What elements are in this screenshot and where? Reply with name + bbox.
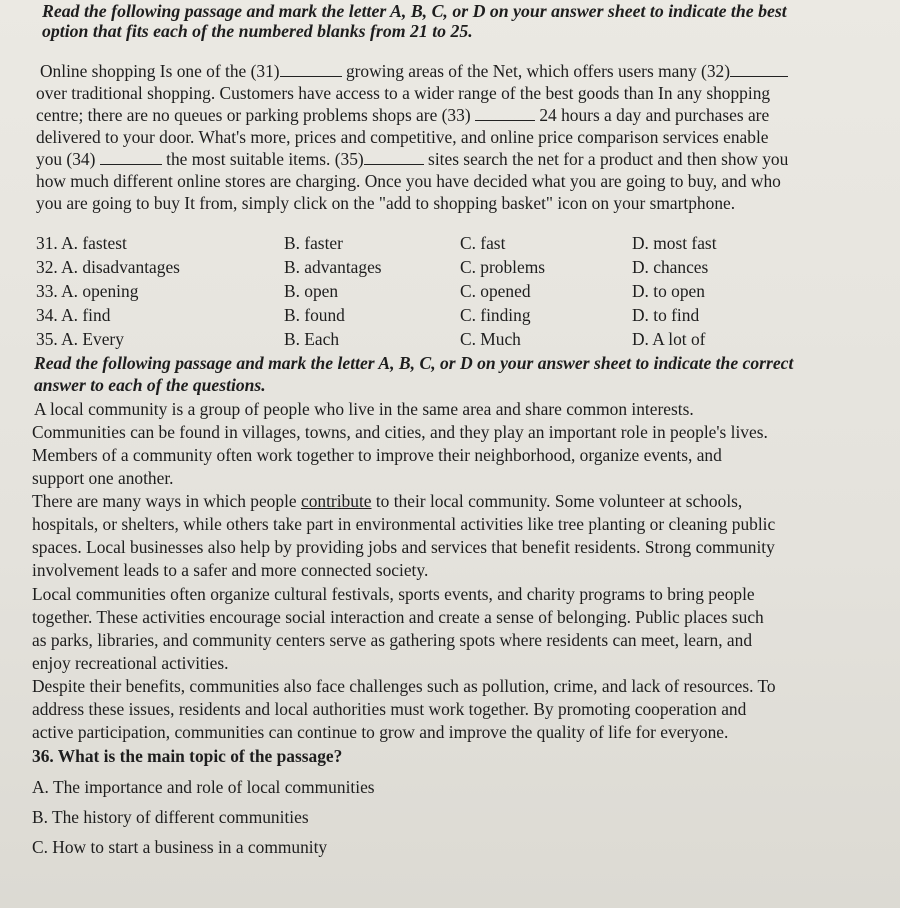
passage2-line3: Members of a community often work together to improve their neighborhood, organize events, and (32, 445, 722, 465)
option-32-b[interactable]: B. advantages (284, 257, 382, 277)
option-31-c[interactable]: C. fast (460, 233, 506, 253)
blank-35[interactable] (364, 148, 424, 165)
option-34-b[interactable]: B. found (284, 305, 345, 325)
blank-33[interactable] (475, 104, 535, 121)
passage2-line5 (32, 490, 742, 512)
passage1-text: Online shopping Is one of the (31) (40, 61, 280, 81)
passage1-line4: delivered to your door. What's more, prices and competitive, and online price comparison services enable (36, 127, 769, 147)
blank-34[interactable] (100, 148, 162, 165)
option-33-b[interactable]: B. open (284, 281, 339, 301)
option-34-d[interactable]: D. to find (632, 305, 700, 325)
section1-instruction-line2: option that fits each of the numbered blanks from 21 to 25. (42, 21, 473, 41)
option-32-a[interactable]: 32. A. disadvantages (36, 257, 180, 277)
section2-instruction-line2: answer to each of the questions. (34, 375, 266, 395)
blank-31[interactable] (280, 60, 342, 77)
passage1-text: growing areas of the Net, which offers users many (32) (345, 61, 731, 81)
option-34-a[interactable]: 34. A. find (36, 305, 111, 325)
option-35-b[interactable]: B. Each (284, 329, 340, 349)
underlined-word-contribute: contribute (300, 491, 372, 511)
passage2-line15: active participation, communities can continue to grow and improve the quality of life for everyone. (32, 722, 729, 742)
option-33-c[interactable]: C. opened (460, 281, 531, 301)
option-35-c[interactable]: C. Much (460, 329, 521, 349)
passage2-text: There are many ways in which people (32, 491, 301, 511)
passage2-line6: hospitals, or shelters, while others take part in environmental activities like tree planting or cleaning public (32, 514, 776, 534)
option-34-c[interactable]: C. finding (460, 305, 531, 325)
passage1-text: the most suitable items. (35) (166, 149, 364, 169)
passage2-line10: together. These activities encourage social interaction and create a sense of belonging. Public places such (32, 607, 764, 627)
question-36-option-c[interactable]: C. How to start a business in a community (32, 837, 328, 857)
passage2-line9: Local communities often organize cultural festivals, sports events, and charity programs to bring people (32, 584, 755, 604)
option-35-a[interactable]: 35. A. Every (36, 329, 124, 349)
question-36-option-b[interactable]: B. The history of different communities (32, 807, 309, 827)
question-36-option-a[interactable]: A. The importance and role of local communities (32, 777, 375, 797)
option-31-d[interactable]: D. most fast (632, 233, 717, 253)
section1-instruction-line1: Read the following passage and mark the letter A, B, C, or D on your answer sheet to indicate the best (42, 1, 787, 21)
passage2-line11: as parks, libraries, and community centers serve as gathering spots where residents can meet, learn, and (32, 630, 753, 650)
passage2-line14: address these issues, residents and local authorities must work together. By promoting cooperation and (32, 699, 747, 719)
passage2-line7: spaces. Local businesses also help by providing jobs and services that benefit residents. Strong community (32, 537, 775, 557)
passage1-text: 24 hours a day and purchases are (539, 105, 770, 125)
passage2-line8: involvement leads to a safer and more connected society. (32, 560, 429, 580)
passage1-line2: over traditional shopping. Customers have access to a wider range of the best goods than In any shopping (36, 83, 771, 103)
passage1-line1 (40, 60, 788, 82)
passage2-line13: Despite their benefits, communities also face challenges such as pollution, crime, and lack of resources. To (32, 676, 776, 696)
option-33-a[interactable]: 33. A. opening (36, 281, 139, 301)
passage1-text: you (34) (36, 149, 96, 169)
passage1-text: sites search the net for a product and then show you (428, 149, 789, 169)
passage1-line5 (36, 148, 788, 170)
passage2-line4: support one another. (32, 468, 174, 488)
option-31-a[interactable]: 31. A. fastest (36, 233, 127, 253)
passage1-text: centre; there are no queues or parking problems shops are (33) (36, 105, 471, 125)
option-32-d[interactable]: D. chances (632, 257, 709, 277)
passage2-text: to their local community. Some volunteer at schools, (371, 491, 743, 511)
option-31-b[interactable]: B. faster (284, 233, 343, 253)
passage2-line1: A local community is a group of people who live in the same area and share common interests. (34, 399, 694, 419)
section2-instruction-line1: Read the following passage and mark the letter A, B, C, or D on your answer sheet to indicate the correct (34, 353, 794, 373)
option-33-d[interactable]: D. to open (632, 281, 705, 301)
option-32-c[interactable]: C. problems (460, 257, 546, 277)
option-35-d[interactable]: D. A lot of (632, 329, 706, 349)
passage2-line12: enjoy recreational activities. (32, 653, 229, 673)
question-36-stem: 36. What is the main topic of the passage? (32, 746, 343, 766)
passage1-line3 (36, 104, 769, 126)
passage1-line6: how much different online stores are charging. Once you have decided what you are going to buy, and who (36, 171, 781, 191)
passage1-line7: you are going to buy It from, simply click on the "add to shopping basket" icon on your smartphone. (36, 193, 736, 213)
passage2-line2: Communities can be found in villages, towns, and cities, and they play an important role in people's lives. (32, 422, 768, 442)
blank-32[interactable] (730, 60, 788, 77)
